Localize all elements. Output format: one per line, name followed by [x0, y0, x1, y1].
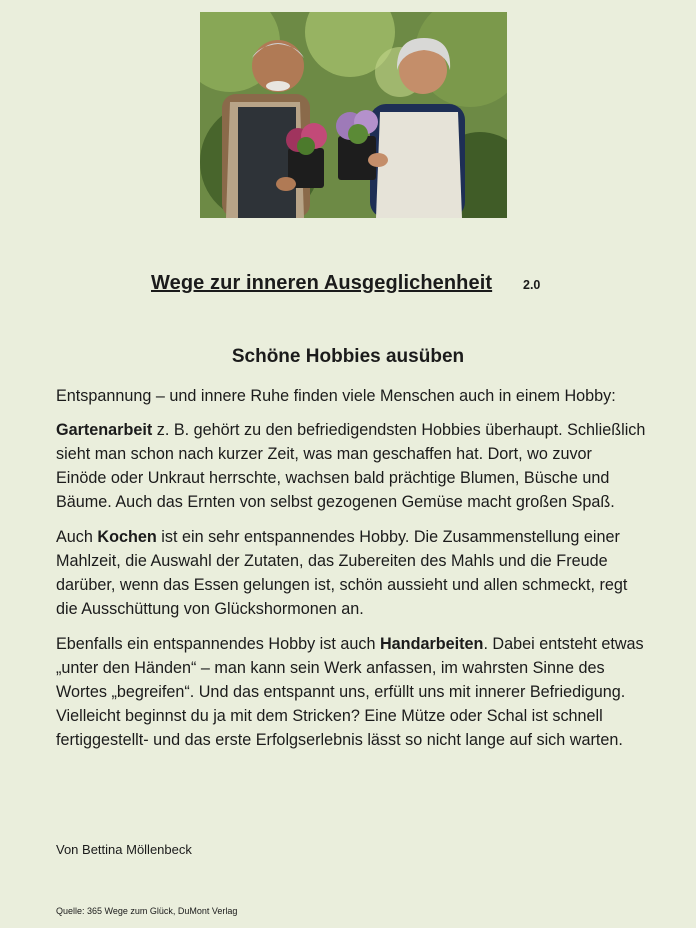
garden-couple-illustration [200, 12, 507, 218]
cooking-keyword: Kochen [97, 528, 157, 546]
gardening-text: z. B. gehört zu den befriedigendsten Hobbies überhaupt. Schließlich sieht man schon nach kurzer Zeit, was man geschaffen hat. Dort, wo zuvor Einöde oder Unkraut herrschte, wachsen bald prächtige Blumen, Büsche und Bäume. Auch das Ernten von selbst gezogenen Gemüse macht großen Spaß. [56, 421, 646, 511]
handwork-text-after: . Dabei entsteht etwas „unter den Händen“ – man kann sein Werk anfassen, im wahrsten Sinne des Wortes „begreifen“. Und das entspannt uns, erfüllt uns mit innerer Befriedigung. Vielleicht beginnst du ja mit dem Stricken? Eine Mütze oder Schal ist schnell fertiggestellt- und das erste Erfolgserlebnis lässt so nicht lange auf sich warten. [56, 635, 644, 749]
author-line: Von Bettina Möllenbeck [56, 842, 192, 857]
title-row [151, 272, 571, 300]
page-title: Wege zur inneren Ausgeglichenheit [151, 272, 493, 294]
version-label: 2.0 [523, 278, 541, 292]
intro-paragraph: Entspannung – und innere Ruhe finden viele Menschen auch in einem Hobby: [56, 387, 616, 405]
gardening-paragraph [56, 418, 646, 514]
cooking-paragraph [56, 525, 646, 621]
article-body [56, 384, 646, 763]
section-heading: Schöne Hobbies ausüben [231, 346, 465, 367]
handwork-paragraph [56, 632, 646, 752]
handwork-text-before: Ebenfalls ein entspannendes Hobby ist auch [56, 635, 380, 653]
source-line: Quelle: 365 Wege zum Glück, DuMont Verlag [56, 906, 238, 916]
header-photo [200, 12, 507, 218]
cooking-text-after: ist ein sehr entspannendes Hobby. Die Zusammenstellung einer Mahlzeit, die Auswahl der Zutaten, das Zubereiten des Mahls und die Freude darüber, wenn das Essen gelungen ist, schön aussieht und allen schmeckt, regt die Ausschüttung von Glückshormonen an. [56, 528, 628, 618]
handwork-keyword: Handarbeiten [379, 635, 484, 653]
cooking-text-before: Auch [56, 528, 98, 546]
gardening-keyword: Gartenarbeit [56, 421, 153, 439]
